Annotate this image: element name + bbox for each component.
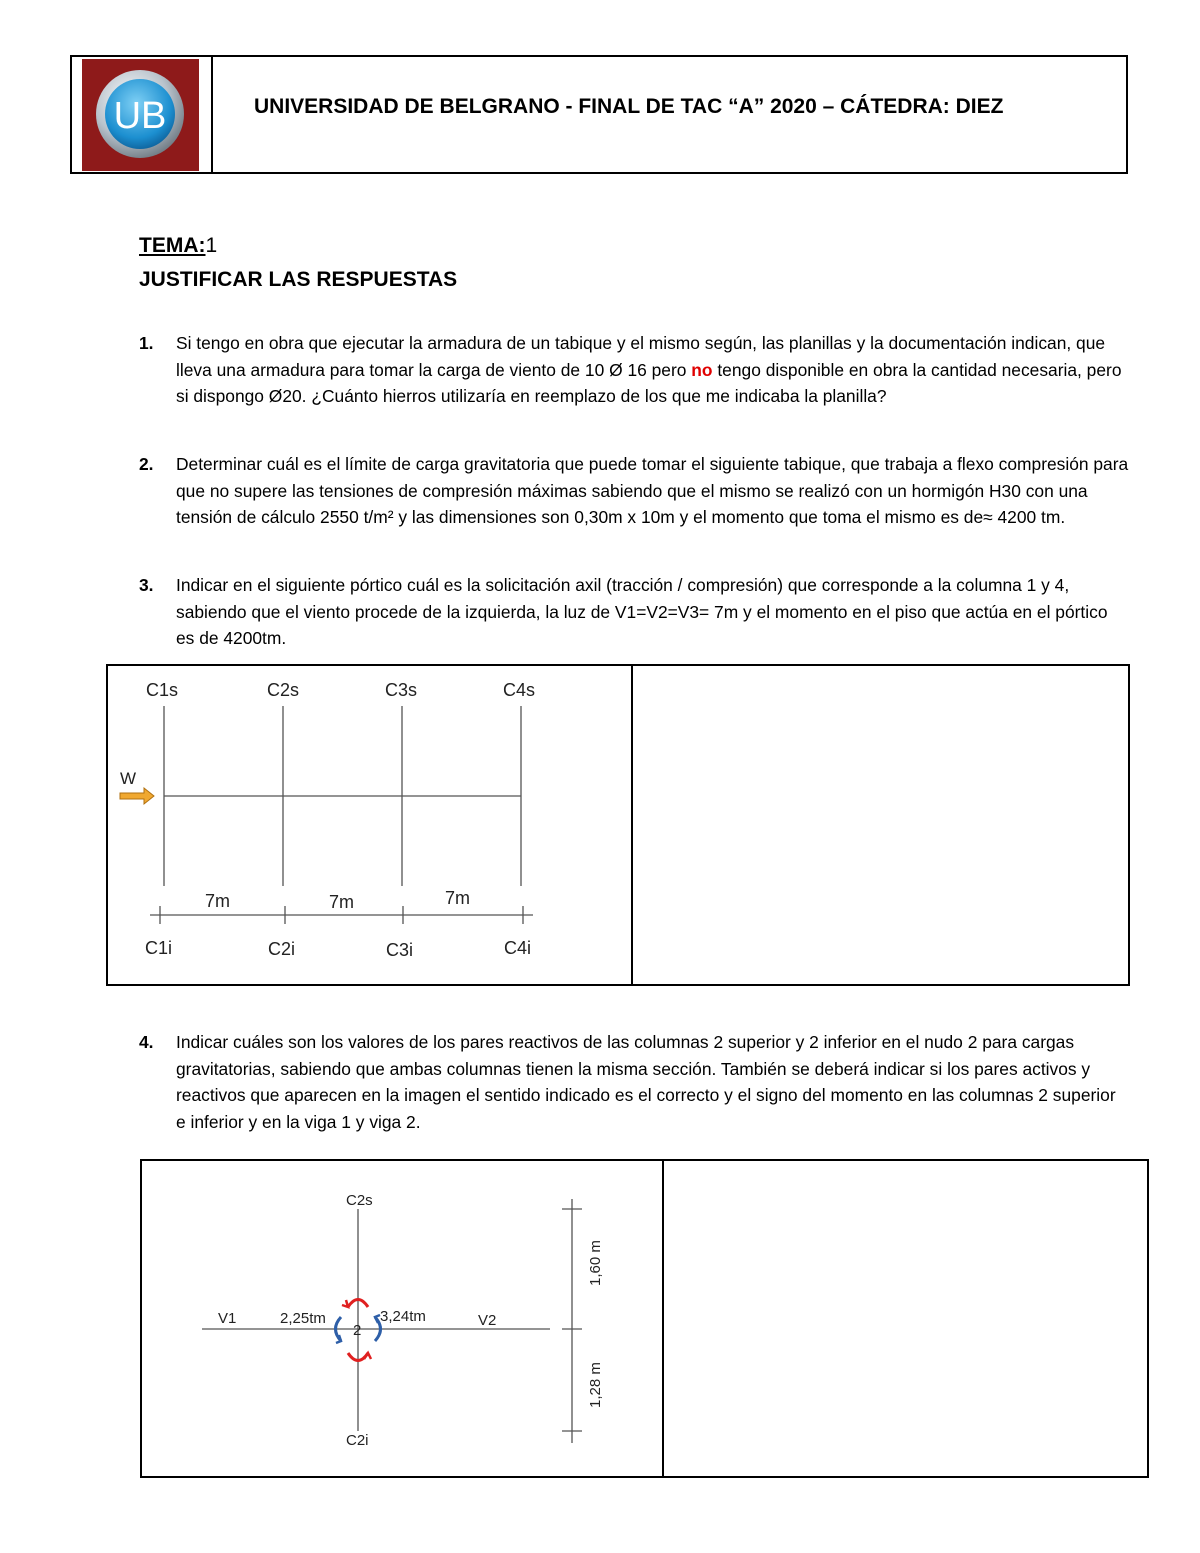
label-c2s: C2s [346,1192,373,1209]
frame-diagram-box [106,664,1130,986]
label-c1s: C1s [146,680,179,700]
span-label-3: 7m [445,888,471,908]
wind-label: W [120,769,137,788]
question-number: 2. [139,454,154,474]
question-text: Indicar cuáles son los valores de los pares reactivos de las columnas 2 superior y 2 inferior en el nudo 2 para cargas gravitatorias, sabiendo que ambas columnas tienen la misma sección. También se deberá indicar si los pares activos y reactivos que aparecen en la imagen el sentido indicado es el correcto y el signo del momento en las columnas 2 superior e inferior y en la viga 1 y viga 2. [176,1032,1116,1132]
box-divider [662,1161,664,1476]
label-c2s: C2s [267,680,300,700]
node-diagram-box [140,1159,1149,1478]
label-v1: V1 [218,1310,237,1327]
label-c4s: C4s [503,680,536,700]
svg-text:UB: UB [113,95,167,137]
question-text: Si tengo en obra que ejecutar la armadura de un tabique y el mismo según, las planillas y la documentación indican, que lleva una armadura para tomar la carga de viento de 10 Ø 16 pero no tengo disponible en obra la cantidad necesaria, pero si dispongo Ø20. ¿Cuánto hierros utilizaría en reemplazo de los que me indicaba la planilla? [176,333,1122,406]
label-c2i: C2i [346,1432,369,1449]
moment-left-label: 2,25tm [280,1310,326,1327]
logo-cell [72,57,213,172]
label-c3s: C3s [385,680,418,700]
label-c2i: C2i [268,939,296,959]
node-diagram [142,1161,660,1476]
question-number: 4. [139,1032,154,1052]
frame-diagram [108,666,628,984]
question-4 [139,1029,1129,1135]
dim-upper-label: 1,60 m [587,1240,604,1286]
instruction-heading: JUSTIFICAR LAS RESPUESTAS [139,268,458,291]
ub-logo-icon [82,59,199,171]
document-header [70,55,1128,174]
question-number: 1. [139,333,154,353]
label-c3i: C3i [386,940,414,960]
university-logo [82,59,199,171]
question-number: 3. [139,575,154,595]
label-c1i: C1i [145,938,173,958]
question-text: Indicar en el siguiente pórtico cuál es la solicitación axil (tracción / compresión) que corresponde a la columna 1 y 4, sabiendo que el viento procede de la izquierda, la luz de V1=V2=V3= 7m y el momento en el piso que actúa en el pórtico es de 4200tm. [176,575,1108,648]
span-label-1: 7m [205,891,231,911]
tema-number: 1 [205,234,218,257]
question-1 [139,330,1129,410]
node-label: 2 [353,1322,362,1339]
dim-lower-label: 1,28 m [587,1362,604,1408]
span-label-2: 7m [329,892,355,912]
question-text: Determinar cuál es el límite de carga gravitatoria que puede tomar el siguiente tabique, que trabaja a flexo compresión para que no supere las tensiones de compresión máximas sabiendo que el mismo se realizó con un hormigón H30 con una tensión de cálculo 2550 t/m² y las dimensiones son 0,30m x 10m y el momento que toma el mismo es de≈ 4200 tm. [176,454,1129,527]
moment-right-label: 3,24tm [380,1308,426,1325]
header-title: UNIVERSIDAD DE BELGRANO - FINAL DE TAC “A” 2020 – CÁTEDRA: DIEZ [254,95,1004,118]
highlight-no: no [691,359,713,380]
wind-arrow-icon [120,788,154,804]
tema-label: TEMA: [139,234,206,257]
label-c4i: C4i [504,938,532,958]
question-2 [139,451,1129,531]
tema-heading [139,234,217,258]
label-v2: V2 [478,1312,497,1329]
box-divider [631,666,633,984]
question-3 [139,572,1129,652]
